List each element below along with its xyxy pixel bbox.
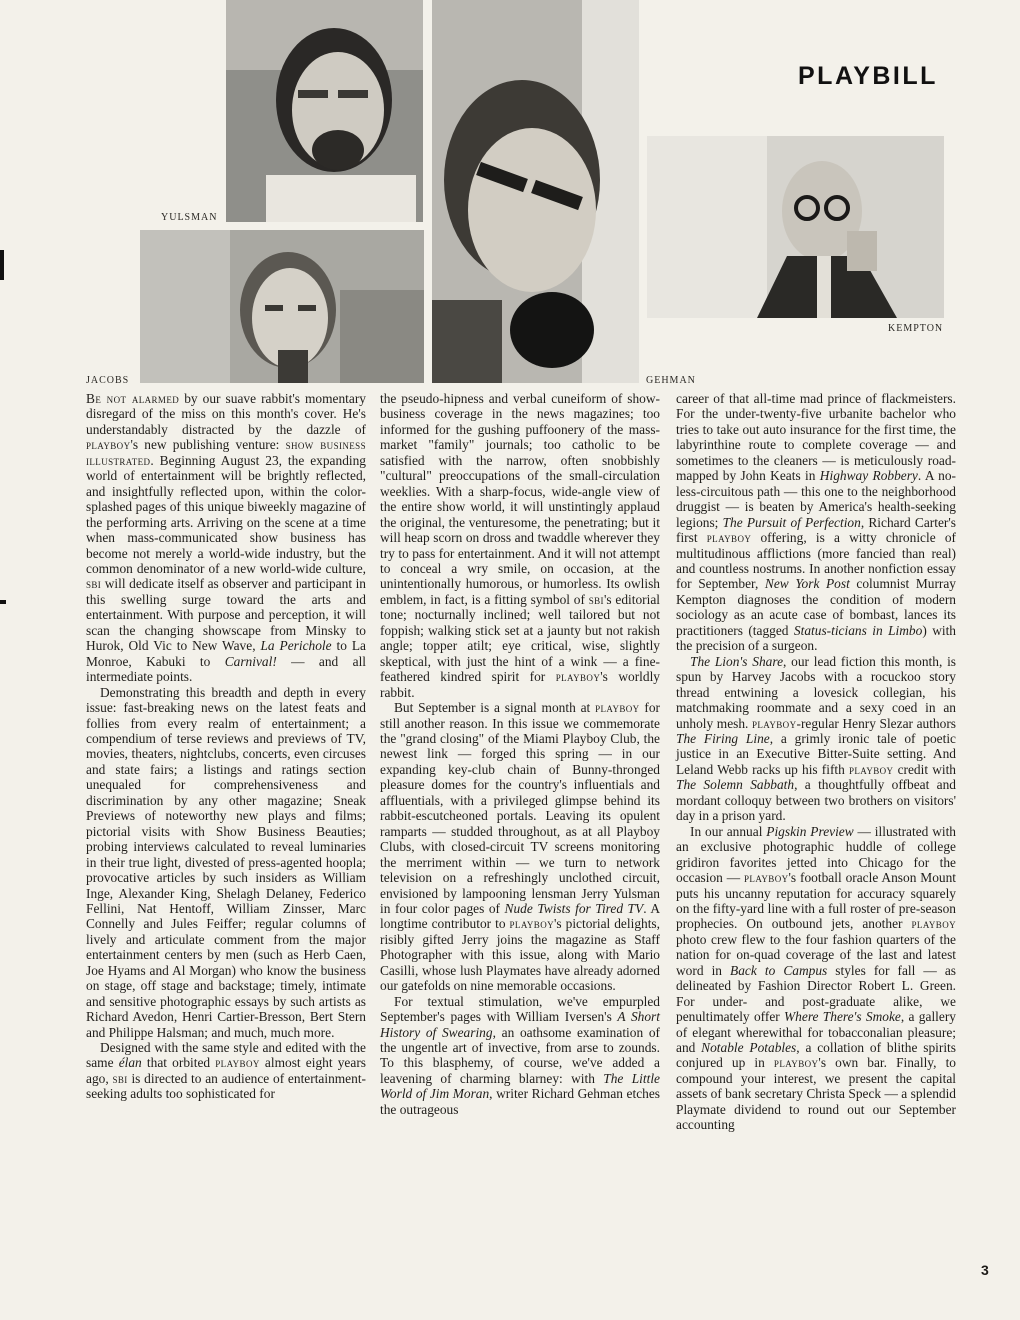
caption-kempton: KEMPTON [888,323,944,334]
paragraph: Be not alarmed by our suave rabbit's momentary disregard of the miss on this month's cover. He's understandably distracted by the dazzle of playboy's new publishing venture: show business illustrated. Beginning August 23, the expanding world of entertainment will be brightly reflected, and insightfully reflected upon, within the color-splashed pages of this unique biweekly magazine of the performing arts. Arriving on the scene at a time when mass-communicated show business has become not merely a world-wide industry, but the common denominator of a new world-wide culture, sbi will dedicate itself as observer and participant in this swelling surge toward the arts and entertainment. With purpose and perception, it will scan the changing showscape from Minsky to Hurok, Old Vic to New Wave, La Perichole to La Monroe, Kabuki to Carnival! — and all intermediate points. [86,391,367,685]
paragraph: But September is a signal month at playboy for still another reason. In this issue we commemorate the "grand closing" of the Miami Playboy Club, the newest link — forged this spring — in our expanding key-club chain of Bunny-thronged pleasure domes for the country's influentials and affluentials, with a privileged glimpse behind its rabbit-escutcheoned portals. Leaving its opulent ramparts — studded throughout, as at all Playboy Clubs, with closed-circuit TV screens monitoring the merriment within — we turn to network television on a refreshingly unclothed circuit, envisioned by lampooning lensman Jerry Yulsman in four color pages of Nude Twists for Tired TV. A longtime contributor to playboy's pictorial delights, risibly gifted Jerry joins the magazine as Staff Photographer with this issue, along with Mario Casilli, whose lush Playmates have already adorned our gatefolds on nine memorable occasions. [380,700,660,994]
caption-jacobs: JACOBS [86,375,130,386]
article-column-1 [86,391,366,1102]
caption-yulsman: YULSMAN [161,212,218,223]
article-column-2 [380,391,660,1117]
paragraph: Demonstrating this breadth and depth in every issue: fast-breaking news on the latest feats and follies from every realm of entertainment; a compendium of terse reviews and previews of TV, movies, theaters, nightclubs, concerts, even circuses and state fairs; a listings and ratings section unequaled for comprehensiveness and discrimination by any other magazine; Sneak Previews of noteworthy new plays and films; pictorial visits with Show Business Beauties; probing interviews calculated to reveal luminaries in their true light, divested of press-agented hoopla; provocative articles by such insiders as William Inge, Alexander King, Shelagh Delaney, Federico Fellini, Nat Hentoff, William Zinsser, Marc Connelly and Jules Feiffer; regular columns of lively and articulate comment from the major entertainment centers by men (such as Herb Caen, Joe Hyams and Al Morgan) who know the business on stage, off stage and backstage; timely, intimate and sensitive photographic essays by such artists as Richard Avedon, Henri Cartier-Bresson, Bert Stern and Philippe Halsman; and much, much more. [86,684,366,1040]
caption-gehman: GEHMAN [646,375,696,386]
photo-jacobs [140,230,424,383]
photo-yulsman [226,0,423,222]
photo-gehman [432,0,639,383]
paragraph: For textual stimulation, we've empurpled September's pages with William Iversen's A Short History of Swearing, an oathsome examination of the ungentle art of invective, from arse to zounds. To this blasphemy, of course, we've added a leavening of charming blarney: with The Little World of Jim Moran, writer Richard Gehman etches the outrageous [380,993,661,1117]
page-title: PLAYBILL [798,62,938,90]
paragraph: career of that all-time mad prince of flackmeisters. For the under-twenty-five urbanite bachelor who tries to take out auto insurance for the first time, the labyrinthine route to complete coverage — and sometimes to the cleaners — is meticulously road-mapped by John Keats in Highway Robbery. A no-less-circuitous path — this one to the neighborhood druggist — is beaten by America's health-seeking legions; The Pursuit of Perfection, Richard Carter's first playboy offering, is a witty chronicle of multitudinous afflictions (more fancied than real) and countless nostrums. In another nonfiction essay for September, New York Post columnist Murray Kempton diagnoses the condition of modern sociology as an acute case of bombast, lances its practitioners (tagged Status-ticians in Limbo) with the precision of a surgeon. [676,391,957,654]
photo-kempton [647,136,944,318]
paragraph: In our annual Pigskin Preview — illustrated with an exclusive photographic huddle of college gridiron favorites jetted into Chicago for the occasion — playboy's football oracle Anson Mount puts his uncanny reputation for accuracy squarely on the fifty-yard line with a full roster of pre-season prophecies. On outbound jets, another playboy photo crew flew to the four fashion quarters of the nation for on-quad coverage of the last and latest word in Back to Campus styles for fall — as delineated by Fashion Director Robert L. Green. For under- and post-graduate alike, we penultimately offer Where There's Smoke, a gallery of elegant wherewithal for tobacconalian pleasure; and Notable Potables, a collation of blithe spirits conjured up in playboy's own bar. Finally, to compound your interest, we present the capital assets of bank secretary Christa Speck — a splendid Playmate dividend to round out our September accounting [676,823,957,1133]
edge-mark [0,250,4,280]
paragraph: the pseudo-hipness and verbal cuneiform of show-business coverage in the news magazines; too informed for the gushing puffoonery of the mass-market "family" journals; too catholic to be satisfied with the narrow, often snobbishly "cultural" preoccupations of the small-circulation weeklies. With a sharp-focus, wide-angle view of the entire show world, it will unstintingly applaud the original, the venturesome, the penetrating; but it will heap scorn on dross and twaddle wherever they try to pass for entertainment. And it will not attempt to conceal a wry smile, on occasion, at the unintentionally humorous, or humorless. Its owlish emblem, in fact, is a fitting symbol of sbi's editorial tone; nocturnally inclined; well tailored but not foppish; walking stick set at a jaunty but not rakish angle; topper atilt; eye critical, wise, slightly skeptical, with just the hint of a wink — a fine-feathered kindred spirit for playboy's worldly rabbit. [380,391,660,700]
article-column-3 [676,391,956,1133]
edge-mark [0,600,6,604]
paragraph: Designed with the same style and edited with the same élan that orbited playboy almost eight years ago, sbi is directed to an audience of entertainment-seeking adults too sophisticated for [86,1040,367,1102]
page-number: 3 [981,1262,989,1278]
paragraph: The Lion's Share, our lead fiction this month, is spun by Harvey Jacobs with a rocuckoo story thread entwining a lovesick collegian, his matchmaking roommate and a sexy coed in an unholy mesh. playboy-regular Henry Slezar authors The Firing Line, a grimly ironic tale of poetic justice in an Executive Bitter-Suite setting. And Leland Webb racks up his fifth playboy credit with The Solemn Sabbath, a thoughtfully offbeat and mordant colloquy between two brothers on visitors' day in a prison yard. [676,653,957,824]
